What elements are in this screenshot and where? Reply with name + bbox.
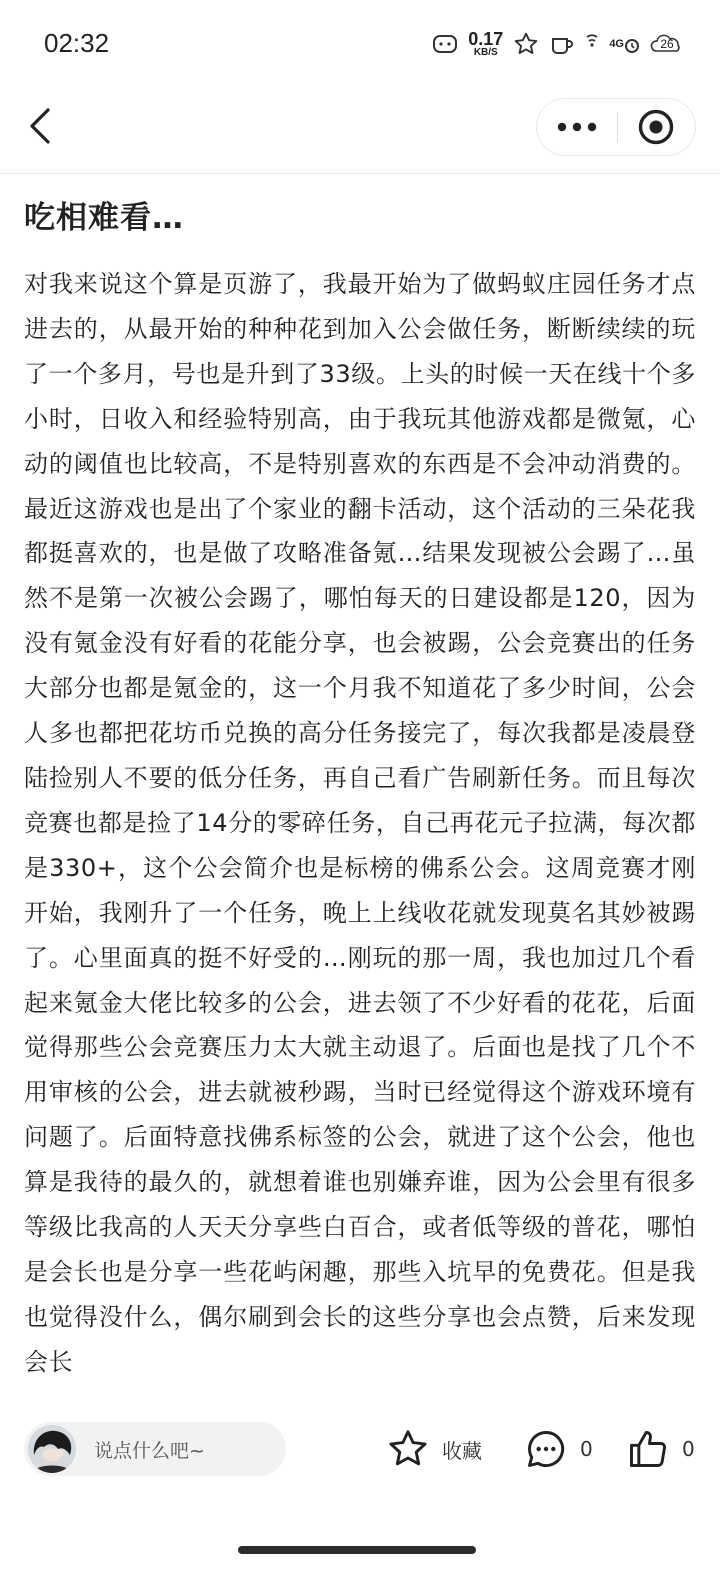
- comment-placeholder: 说点什么吧~: [94, 1439, 205, 1462]
- network-speed: [468, 30, 503, 58]
- bottom-action-bar: [0, 1395, 720, 1505]
- network-label: 4G: [609, 38, 624, 50]
- back-button[interactable]: [20, 102, 60, 150]
- chat-bubble-icon: [524, 1427, 568, 1471]
- target-circle-icon: [637, 108, 675, 146]
- like-button[interactable]: [626, 1421, 695, 1477]
- comment-count: 0: [580, 1437, 593, 1461]
- speed-unit: KB/S: [473, 47, 498, 58]
- star-icon: [513, 31, 539, 57]
- collect-label: 收藏: [442, 1438, 482, 1463]
- star-icon: [386, 1427, 430, 1471]
- battery-icon: [650, 31, 684, 57]
- status-icons: [432, 24, 684, 64]
- app-notification-icon: [432, 32, 458, 56]
- home-indicator[interactable]: [238, 1546, 476, 1554]
- like-count: 0: [682, 1437, 695, 1461]
- clock-badge-icon: [549, 31, 575, 57]
- comment-button[interactable]: [524, 1421, 593, 1477]
- thumbs-up-icon: [626, 1427, 670, 1471]
- collect-button[interactable]: [386, 1421, 482, 1477]
- more-dots-icon: [557, 122, 597, 132]
- post-body: 对我来说这个算是页游了，我最开始为了做蚂蚁庄园任务才点进去的，从最开始的种种花到加入公会做任务，断断续续的玩了一个多月，号也是升到了33级。上头的时候一天在线十个多小时，日收入和经验特别高，由于我玩其他游戏都是微氪，心动的阈值也比较高，不是特别喜欢的东西是不会冲动消费的。最近这游戏也是出了个家业的翻卡活动，这个活动的三朵花我都挺喜欢的，也是做了攻略准备氪…结果发现被公会踢了…虽然不是第一次被公会踢了，哪怕每天的日建设都是120，因为没有氪金没有好看的花能分享，也会被踢，公会竞赛出的任务大部分也都是氪金的，这一个月我不知道花了多少时间，公会人多也都把花坊币兑换的高分任务接完了，每次我都是凌晨登陆捡别人不要的低分任务，再自己看广告刷新任务。而且每次竞赛也都是捡了14分的零碎任务，自己再花元子拉满，每次都是330+，这个公会简介也是标榜的佛系公会。这周竞赛才刚开始，我刚升了一个任务，晚上上线收花就发现莫名其妙被踢了。心里面真的挺不好受的…刚玩的那一周，我也加过几个看起来氪金大佬比较多的公会，进去领了不少好看的花花，后面觉得那些公会竞赛压力太大就主动退了。后面也是找了几个不用审核的公会，进去就被秒踢，当时已经觉得这个游戏环境有问题了。后面特意找佛系标签的公会，就进了这个公会，他也算是我待的最久的，就想着谁也别嫌弃谁，因为公会里有很多等级比我高的人天天分享些白百合，或者低等级的普花，哪怕是会长也是分享一些花屿闲趣，那些入坑早的免费花。但是我也觉得没什么，偶尔刷到会长的这些分享也会点赞，后来发现会长: [24, 270, 696, 1376]
- mini-program-capsule: [536, 98, 696, 156]
- speed-value: 0.17: [468, 29, 504, 49]
- post-content-area[interactable]: [24, 262, 696, 1392]
- post-title: 吃相难看…: [24, 200, 184, 236]
- comment-input[interactable]: [24, 1422, 286, 1476]
- nav-bar: [0, 88, 720, 174]
- battery-level: 26: [660, 37, 674, 51]
- chevron-left-icon: [28, 106, 52, 146]
- network-4g-icon: [609, 34, 640, 54]
- close-mini-program-button[interactable]: [618, 99, 696, 155]
- avatar: [28, 1425, 76, 1473]
- status-time: 02:32: [44, 28, 110, 58]
- signal-icon: [585, 33, 599, 55]
- more-button[interactable]: [537, 99, 617, 155]
- status-bar: [0, 0, 720, 88]
